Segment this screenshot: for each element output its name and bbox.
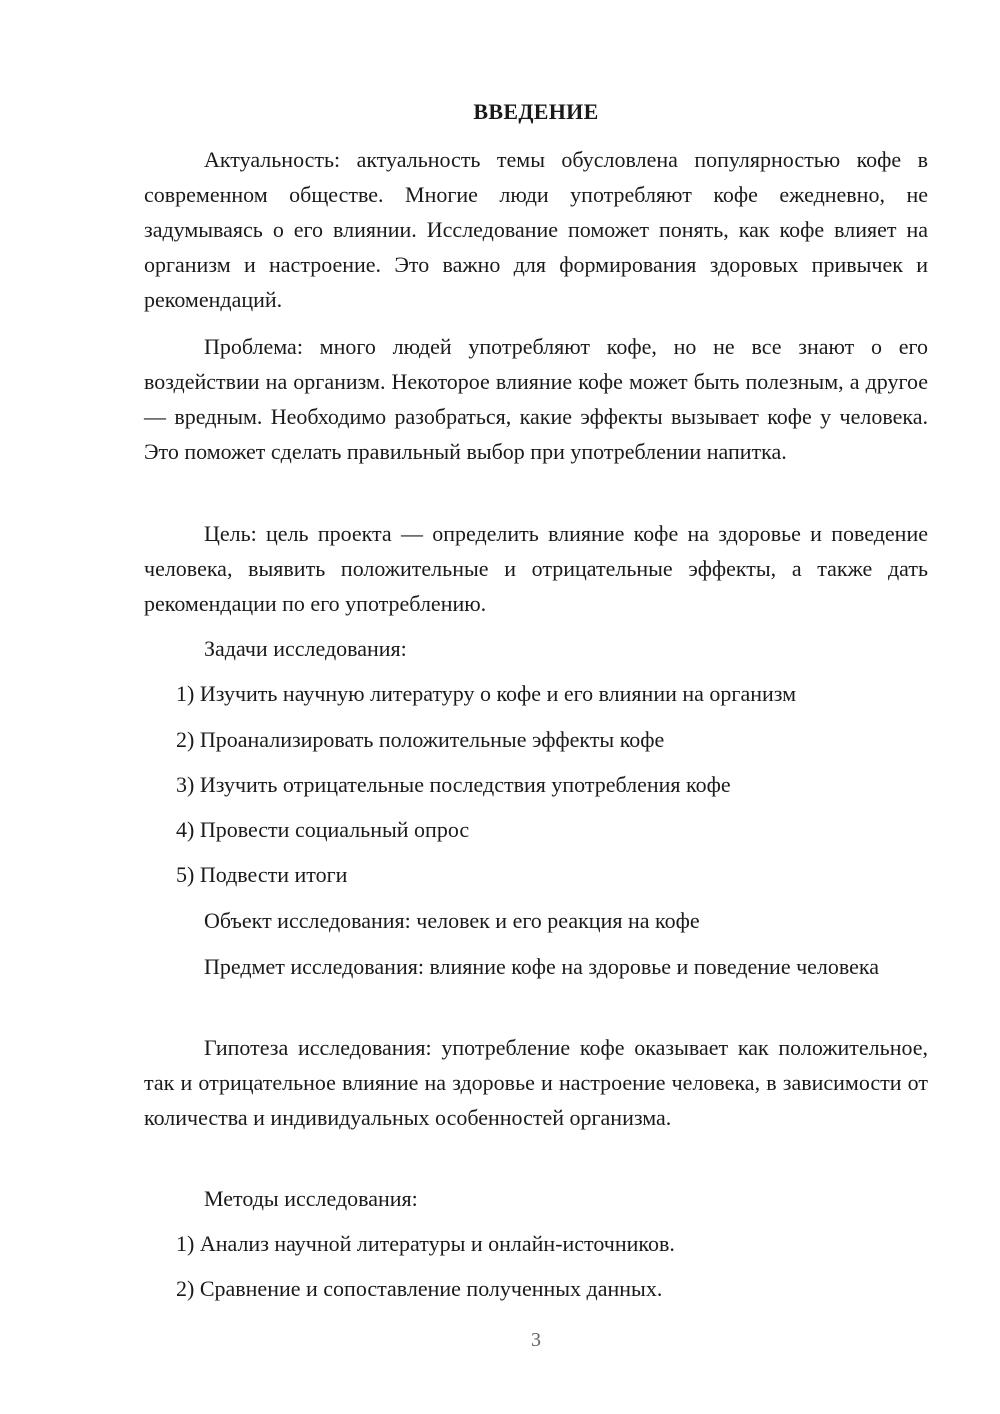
relevance-paragraph: Актуальность: актуальность темы обусловлена популярностью кофе в современном обществе. Многие люди употребляют кофе ежедневно, не задумываясь о его влиянии. Исследование поможет понять, как кофе влияет на организм и настроение. Это важно для формирования здоровых привычек и рекомендаций. — [144, 147, 928, 312]
subject-paragraph: Предмет исследования: влияние кофе на здоровье и поведение человека — [204, 954, 880, 979]
document-page — [144, 0, 928, 1414]
task-item: 1) Изучить научную литературу о кофе и его влиянии на организм — [176, 681, 797, 706]
task-item: 3) Изучить отрицательные последствия употребления кофе — [176, 772, 731, 797]
hypothesis-paragraph: Гипотеза исследования: употребление кофе оказывает как положительное, так и отрицательное влияние на здоровье и настроение человека, в зависимости от количества и индивидуальных особенностей организма. — [144, 1035, 928, 1130]
method-item: 2) Сравнение и сопоставление полученных данных. — [176, 1276, 663, 1301]
section-title: ВВЕДЕНИЕ — [473, 99, 599, 124]
task-item: 2) Проанализировать положительные эффекты кофе — [176, 727, 665, 752]
page-number: 3 — [531, 1329, 541, 1351]
task-item: 4) Провести социальный опрос — [176, 817, 470, 842]
object-line: Объект исследования: человек и его реакция на кофе — [204, 908, 700, 933]
method-item: 1) Анализ научной литературы и онлайн-источников. — [176, 1231, 675, 1256]
tasks-heading: Задачи исследования: — [204, 636, 407, 661]
task-item: 5) Подвести итоги — [176, 862, 348, 887]
goal-paragraph: Цель: цель проекта — определить влияние кофе на здоровье и поведение человека, выявить положительные и отрицательные эффекты, а также дать рекомендации по его употреблению. — [144, 521, 928, 616]
methods-heading: Методы исследования: — [204, 1186, 418, 1211]
problem-paragraph: Проблема: много людей употребляют кофе, но не все знают о его воздействии на организм. Некоторое влияние кофе может быть полезным, а другое — вредным. Необходимо разобраться, какие эффекты вызывает кофе у человека. Это поможет сделать правильный выбор при употреблении напитка. — [144, 334, 928, 464]
